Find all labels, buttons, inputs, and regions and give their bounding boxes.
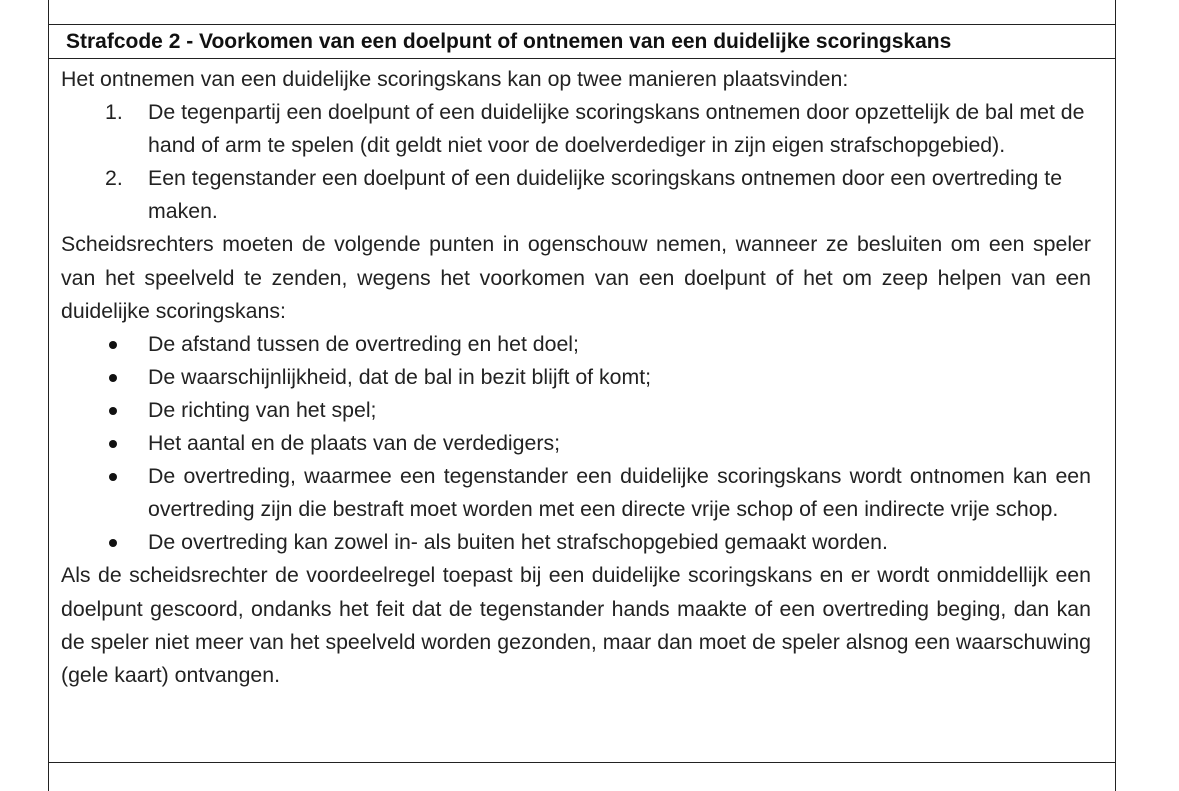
bullet-item [61,361,1091,394]
bullet-item-text: Het aantal en de plaats van de verdedigers; [148,431,561,456]
bullet-item-text: De overtreding kan zowel in- als buiten het strafschopgebied gemaakt worden. [148,530,888,555]
bullet-item-text: De afstand tussen de overtreding en het doel; [148,331,579,356]
list-item [61,162,1091,228]
bullet-item-text: De richting van het spel; [148,397,377,422]
list-item-text: De tegenpartij een doelpunt of een duidelijke scoringskans ontnemen door opzettelijk de bal met de hand of arm te spelen (dit geldt niet voor de doelverdediger in zijn eigen strafschopgebied). [148,100,1085,158]
considerations-paragraph: Scheidsrechters moeten de volgende punten in ogenschouw nemen, wanneer ze besluiten om een speler van het speelveld te zenden, wegens het voorkomen van een doelpunt of het om zeep helpen van een duidelijke scoringskans: [61,232,1091,323]
bullet-icon [109,539,117,547]
table-border-bottom [48,762,1116,763]
conclusion-paragraph: Als de scheidsrechter de voordeelregel toepast bij een duidelijke scoringskans en er wordt onmiddellijk een doelpunt gescoord, ondanks het feit dat de tegenstander hands maakte of een overtreding beging, dan kan de speler niet meer van het speelveld worden gezonden, maar dan moet de speler alsnog een waarschuwing (gele kaart) ontvangen. [61,563,1091,687]
bullet-icon [109,440,117,448]
list-number: 2. [105,166,123,191]
table-border-top [48,24,1116,25]
bullet-icon [109,341,117,349]
bullet-item-text: De overtreding, waarmee een tegenstander een duidelijke scoringskans wordt ontnomen kan een overtreding zijn die bestraft moet worden met een directe vrije schop of een indirecte vrije schop. [148,464,1091,522]
section-title: Strafcode 2 - Voorkomen van een doelpunt of ontnemen van een duidelijke scoringskans [66,30,952,53]
list-item [61,96,1091,162]
section-body [61,63,1091,692]
bullet-item-text: De waarschijnlijkheid, dat de bal in bezit blijft of komt; [148,364,652,389]
bullet-item [61,427,1091,460]
bullet-item [61,460,1091,526]
bullet-icon [109,374,117,382]
bullet-item [61,526,1091,559]
bullet-list [61,328,1091,560]
list-number: 1. [105,100,123,125]
numbered-list [61,96,1091,228]
bullet-icon [109,473,117,481]
list-item-text: Een tegenstander een doelpunt of een duidelijke scoringskans ontnemen door een overtreding te maken. [148,166,1063,224]
bullet-item [61,328,1091,361]
bullet-icon [109,407,117,415]
bullet-item [61,394,1091,427]
header-divider [48,58,1116,59]
intro-paragraph: Het ontnemen van een duidelijke scoringskans kan op twee manieren plaatsvinden: [61,67,849,91]
